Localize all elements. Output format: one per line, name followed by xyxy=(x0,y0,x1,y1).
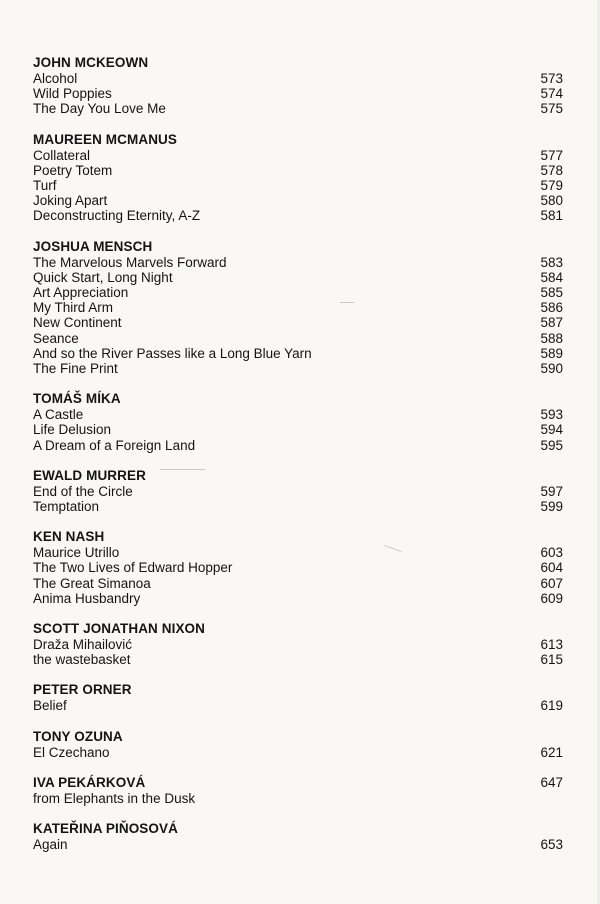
toc-section xyxy=(33,391,563,453)
author-name: SCOTT JONATHAN NIXON xyxy=(33,621,206,637)
toc-entry xyxy=(33,86,563,101)
toc-section xyxy=(33,821,563,852)
page-number: 588 xyxy=(540,330,563,346)
toc-entry xyxy=(33,837,563,852)
entry-title: Art Appreciation xyxy=(33,285,129,301)
toc-entry xyxy=(33,745,563,760)
toc-entry xyxy=(33,407,563,422)
entry-title: Quick Start, Long Night xyxy=(33,269,173,285)
entry-title: Belief xyxy=(33,698,67,714)
page-number: 594 xyxy=(540,422,563,438)
table-of-contents xyxy=(33,55,563,867)
author-name: PETER ORNER xyxy=(33,682,132,698)
page-number: 621 xyxy=(540,744,563,760)
entry-title: Collateral xyxy=(33,147,91,163)
toc-section xyxy=(33,729,563,760)
entry-title: Life Delusion xyxy=(33,422,112,438)
toc-entry xyxy=(33,255,563,270)
toc-entry xyxy=(33,361,563,376)
page-number: 583 xyxy=(540,254,563,270)
page-number: 579 xyxy=(540,178,563,194)
entry-title: Seance xyxy=(33,330,79,346)
page-number: 587 xyxy=(540,315,563,331)
toc-section xyxy=(33,132,563,224)
toc-entry xyxy=(33,193,563,208)
author-row xyxy=(33,468,563,484)
page-number: 599 xyxy=(540,499,563,515)
toc-entry xyxy=(33,499,563,514)
toc-entry xyxy=(33,148,563,163)
entry-title: The Fine Print xyxy=(33,361,118,377)
page-number: 585 xyxy=(540,285,563,301)
entry-title: Wild Poppies xyxy=(33,86,112,102)
page-number: 615 xyxy=(540,652,563,668)
toc-entry xyxy=(33,163,563,178)
page-number: 574 xyxy=(540,86,563,102)
author-name: KEN NASH xyxy=(33,529,105,545)
entry-title: End of the Circle xyxy=(33,483,133,499)
entry-title: The Great Simanoa xyxy=(33,575,151,591)
entry-title: The Marvelous Marvels Forward xyxy=(33,254,227,270)
page-number: 590 xyxy=(540,361,563,377)
toc-section xyxy=(33,239,563,377)
toc-section xyxy=(33,55,563,117)
toc-entry xyxy=(33,346,563,361)
entry-title: New Continent xyxy=(33,315,122,331)
toc-section xyxy=(33,775,563,806)
toc-entry xyxy=(33,698,563,713)
author-row xyxy=(33,821,563,837)
author-row xyxy=(33,682,563,698)
page-number: 597 xyxy=(540,483,563,499)
author-row xyxy=(33,529,563,545)
author-row xyxy=(33,729,563,745)
page-number: 619 xyxy=(540,698,563,714)
page-number: 581 xyxy=(540,208,563,224)
author-name: TONY OZUNA xyxy=(33,728,123,744)
entry-title: Deconstructing Eternity, A-Z xyxy=(33,208,201,224)
toc-section xyxy=(33,682,563,713)
toc-entry xyxy=(33,285,563,300)
page-number: 607 xyxy=(540,575,563,591)
entry-title: Poetry Totem xyxy=(33,162,113,178)
page-number: 586 xyxy=(540,300,563,316)
page-number: 595 xyxy=(540,437,563,453)
entry-title: Again xyxy=(33,837,68,853)
entry-title: The Two Lives of Edward Hopper xyxy=(33,560,233,576)
toc-entry xyxy=(33,652,563,667)
page-number: 589 xyxy=(540,345,563,361)
toc-entry xyxy=(33,101,563,116)
toc-entry xyxy=(33,637,563,652)
author-name: EWALD MURRER xyxy=(33,467,146,483)
author-name: IVA PEKÁRKOVÁ xyxy=(33,774,146,790)
toc-entry xyxy=(33,71,563,86)
toc-entry xyxy=(33,178,563,193)
page-number: 613 xyxy=(540,637,563,653)
page-number: 580 xyxy=(540,193,563,209)
author-row xyxy=(33,621,563,637)
toc-entry xyxy=(33,545,563,560)
entry-title: A Dream of a Foreign Land xyxy=(33,437,196,453)
page-number: 603 xyxy=(540,545,563,561)
toc-section xyxy=(33,621,563,667)
toc-entry xyxy=(33,208,563,223)
toc-entry xyxy=(33,591,563,606)
author-name: JOSHUA MENSCH xyxy=(33,238,153,254)
entry-title: A Castle xyxy=(33,407,84,423)
entry-title: from Elephants in the Dusk xyxy=(33,790,196,806)
page-number: 584 xyxy=(540,269,563,285)
entry-title: The Day You Love Me xyxy=(33,101,166,117)
author-row xyxy=(33,55,563,71)
toc-entry xyxy=(33,484,563,499)
author-row xyxy=(33,391,563,407)
entry-title: Alcohol xyxy=(33,71,78,86)
entry-title: the wastebasket xyxy=(33,652,131,668)
page-number: 573 xyxy=(540,71,563,86)
author-name: TOMÁŠ MÍKA xyxy=(33,391,121,407)
page-number: 575 xyxy=(540,101,563,117)
page-number: 593 xyxy=(540,407,563,423)
toc-section xyxy=(33,529,563,606)
toc-entry xyxy=(33,560,563,575)
entry-title: El Czechano xyxy=(33,744,110,760)
page-number: 604 xyxy=(540,560,563,576)
entry-title: Maurice Utrillo xyxy=(33,545,120,561)
page-number: 577 xyxy=(540,147,563,163)
toc-entry xyxy=(33,270,563,285)
toc-entry xyxy=(33,422,563,437)
toc-entry xyxy=(33,315,563,330)
author-name: KATEŘINA PIŇOSOVÁ xyxy=(33,821,178,837)
author-row xyxy=(33,132,563,148)
toc-section xyxy=(33,468,563,514)
page-number: 653 xyxy=(540,837,563,853)
toc-entry xyxy=(33,576,563,591)
author-name: MAUREEN MCMANUS xyxy=(33,131,177,147)
entry-title: And so the River Passes like a Long Blue Yarn xyxy=(33,345,312,361)
entry-title: Turf xyxy=(33,178,57,194)
page-number: 647 xyxy=(540,774,563,790)
entry-title: Draža Mihailović xyxy=(33,637,133,653)
toc-entry xyxy=(33,791,563,806)
page-number: 578 xyxy=(540,162,563,178)
page-number: 609 xyxy=(540,590,563,606)
author-row xyxy=(33,775,563,791)
toc-entry xyxy=(33,331,563,346)
entry-title: Joking Apart xyxy=(33,193,108,209)
author-row xyxy=(33,239,563,255)
entry-title: Temptation xyxy=(33,499,100,515)
author-name: JOHN MCKEOWN xyxy=(33,55,149,70)
toc-entry xyxy=(33,438,563,453)
entry-title: My Third Arm xyxy=(33,300,114,316)
toc-entry xyxy=(33,300,563,315)
entry-title: Anima Husbandry xyxy=(33,590,141,606)
